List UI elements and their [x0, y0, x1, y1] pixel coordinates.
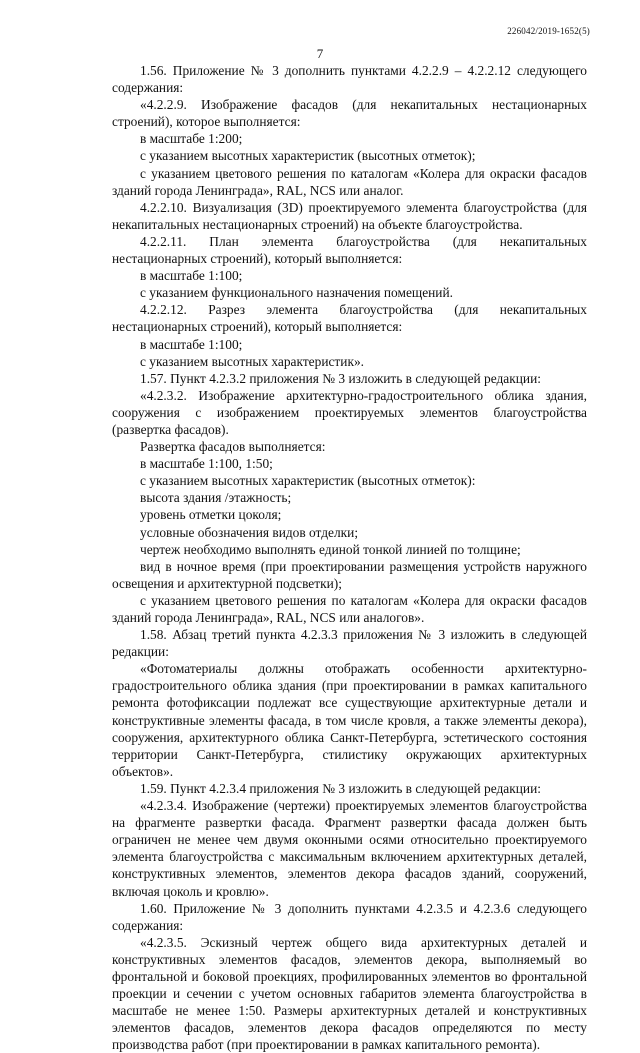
paragraph: в масштабе 1:100; — [140, 336, 243, 352]
paragraph: «4.2.3.5. Эскизный чертеж общего вида архитектурных деталей и конструктивных элементов фасадов, элементов декора, выполняемый во фронтальной и боковой проекциях, профилированных элементов во фронтальной проекции и сечении с учетом основных габаритов элемента благоустройства в масштабе не менее 1:50. Размеры архитектурных деталей и конструктивных элементов фасадов, элементов декора фасадов определяются по месту производства работ (при проектировании в рамках капитального ремонта). — [112, 934, 587, 1053]
paragraph: вид в ночное время (при проектировании размещения устройств наружного освещения и архитектурной подсветки); — [112, 558, 587, 591]
paragraph: условные обозначения видов отделки; — [140, 524, 359, 540]
paragraph: с указанием функционального назначения помещений. — [140, 285, 453, 301]
paragraph: в масштабе 1:100; — [140, 268, 243, 284]
paragraph: 1.56. Приложение № 3 дополнить пунктами 4.2.2.9 – 4.2.2.12 следующего содержания: — [112, 63, 587, 96]
paragraph: «4.2.3.2. Изображение архитектурно-градостроительного облика здания, сооружения с изображением проектируемых элементов благоустройства (развертка фасадов). — [112, 387, 587, 437]
paragraph: с указанием высотных характеристик». — [140, 353, 364, 369]
paragraph: 1.58. Абзац третий пункта 4.2.3.3 приложения № 3 изложить в следующей редакции: — [112, 627, 587, 660]
paragraph: Развертка фасадов выполняется: — [140, 439, 326, 455]
paragraph: 1.57. Пункт 4.2.3.2 приложения № 3 изложить в следующей редакции: — [140, 370, 541, 386]
paragraph: 1.59. Пункт 4.2.3.4 приложения № 3 изложить в следующей редакции: — [140, 780, 541, 796]
paragraph: в масштабе 1:100, 1:50; — [140, 456, 273, 472]
paragraph: в масштабе 1:200; — [140, 131, 243, 147]
paragraph: с указанием высотных характеристик (высотных отметок): — [140, 473, 476, 489]
page-number: 7 — [316, 46, 324, 61]
paragraph: «Фотоматериалы должны отображать особенности архитектурно-градостроительного облика здания (при проектировании в рамках капитального ремонта фотофиксации подлежат все существующие архитектурные детали и конструктивные элементы фасада, в том числе кровля, а также элементы декора), сооружения, архитектурного облика Санкт-Петербурга, эстетического состояния территории Санкт-Петербурга, стилистику окружающих архитектурных объектов». — [112, 661, 587, 779]
paragraph: высота здания /этажность; — [140, 490, 292, 506]
paragraph: 1.60. Приложение № 3 дополнить пунктами 4.2.3.5 и 4.2.3.6 следующего содержания: — [112, 900, 587, 933]
paragraph: 4.2.2.11. План элемента благоустройства (для некапитальных нестационарных строений), который выполняется: — [112, 233, 587, 267]
paragraph: уровень отметки цоколя; — [140, 507, 282, 523]
paragraph: «4.2.2.9. Изображение фасадов (для некапитальных нестационарных строений), которое выполняется: — [112, 97, 587, 130]
paragraph: чертеж необходимо выполнять единой тонкой линией по толщине; — [140, 541, 521, 557]
paragraph: «4.2.3.4. Изображение (чертежи) проектируемых элементов благоустройства на фрагменте развертки фасада. Фрагмент развертки фасада должен быть ограничен не менее чем двумя оконными осями относительно проектируемого элемента благоустройства с максимальным включением архитектурных деталей, конструктивных элементов, элементов декора фасадов зданий, сооружений, включая цоколь и кровлю». — [112, 798, 587, 899]
paragraph: с указанием цветового решения по каталогам «Колера для окраски фасадов зданий города Ленинграда», RAL, NCS или аналогов». — [112, 592, 587, 625]
paragraph: 4.2.2.12. Разрез элемента благоустройства (для некапитальных нестационарных строений), который выполняется: — [112, 302, 587, 335]
paragraph: 4.2.2.10. Визуализация (3D) проектируемого элемента благоустройства (для некапитальных нестационарных строений) на объекте благоустройства. — [112, 199, 587, 232]
paragraph: с указанием высотных характеристик (высотных отметок); — [140, 148, 476, 164]
paragraph: с указанием цветового решения по каталогам «Колера для окраски фасадов зданий города Ленинграда», RAL, NCS или аналог. — [112, 165, 587, 198]
document-body — [112, 62, 587, 1053]
document-id: 226042/2019-1652(5) — [507, 26, 590, 36]
